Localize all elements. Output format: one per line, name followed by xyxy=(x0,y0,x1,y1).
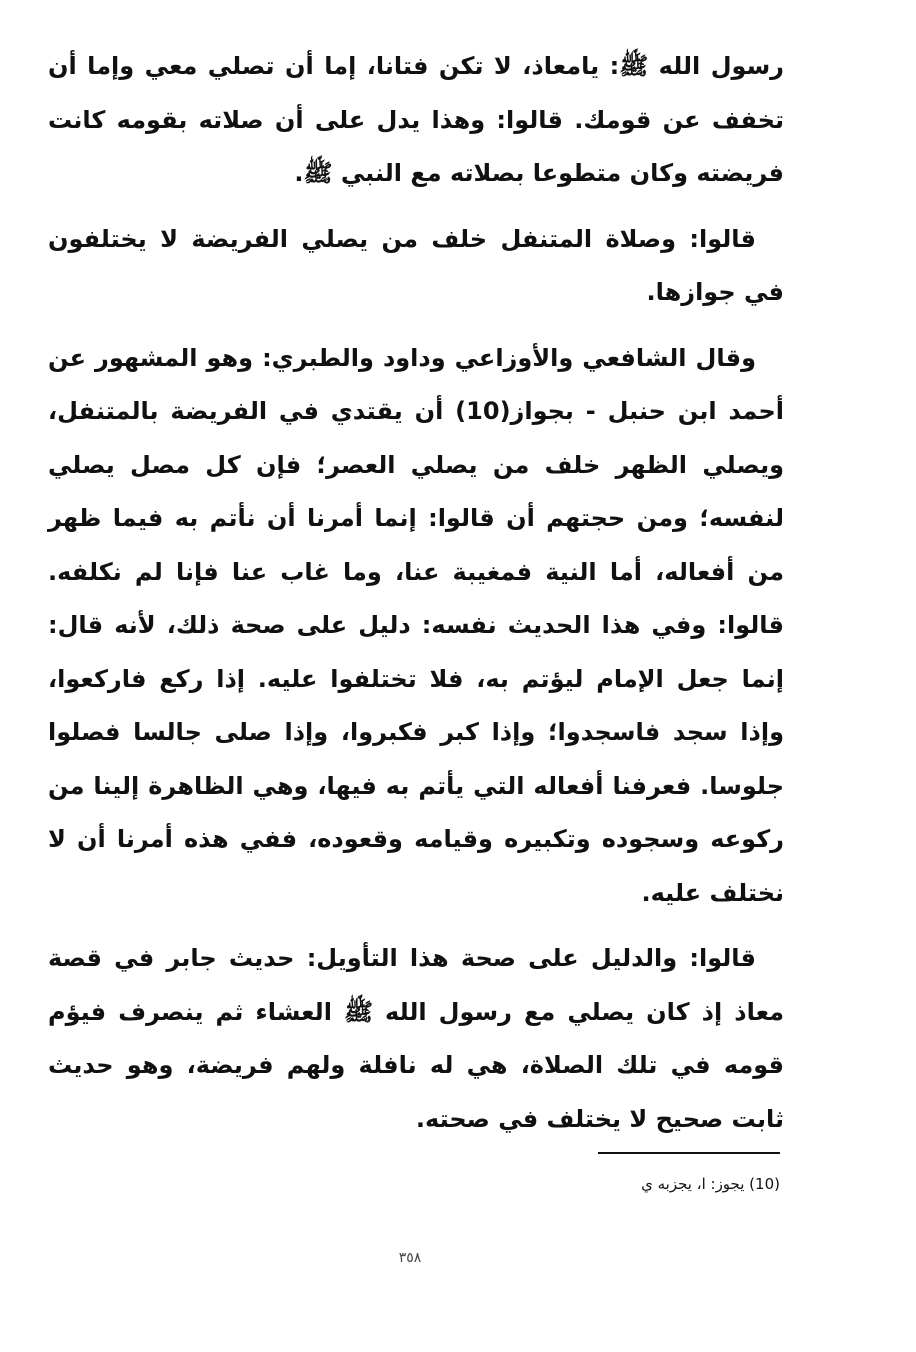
paragraph-2: قالوا: وصلاة المتنفل خلف من يصلي الفريضة لا يختلفون في جوازها. xyxy=(48,224,784,306)
main-text xyxy=(48,40,784,1158)
paragraph-4: قالوا: والدليل على صحة هذا التأويل: حديث جابر في قصة معاذ إذ كان يصلي مع رسول الله ﷺ العشاء ثم ينصرف فيؤم قومه في تلك الصلاة، هي له نافلة ولهم فريضة، وهو حديث ثابت صحيح لا يختلف في صحته. xyxy=(48,944,784,1133)
footnote: (10) يجوز: ا، يجزبه ي xyxy=(641,1175,780,1193)
paragraph-1: رسول الله ﷺ: يامعاذ، لا تكن فتانا، إما أن تصلي معي وإما أن تخفف عن قومك. قالوا: وهذا يدل على أن صلاته بقومه كانت فريضته وكان متطوعا بصلاته مع النبي ﷺ. xyxy=(48,52,784,187)
footnote-divider xyxy=(598,1152,780,1154)
page-number: ٣٥٨ xyxy=(398,1250,422,1266)
paragraph-3: وقال الشافعي والأوزاعي وداود والطبري: وهو المشهور عن أحمد ابن حنبل - بجواز(10) أن يقتدي في الفريضة بالمتنفل، ويصلي الظهر خلف من يصلي العصر؛ فإن كل مصل يصلي لنفسه؛ ومن حجتهم أن قالوا: إنما أمرنا أن نأتم به فيما ظهر من أفعاله، أما النية فمغيبة عنا، وما غاب عنا فإنا لم نكلفه. قالوا: وفي هذا الحديث نفسه: دليل على صحة ذلك، لأنه قال: إنما جعل الإمام ليؤتم به، فلا تختلفوا عليه. إذا ركع فاركعوا، وإذا سجد فاسجدوا؛ وإذا كبر فكبروا، وإذا صلى جالسا فصلوا جلوسا. فعرفنا أفعاله التي يأتم به فيها، وهي الظاهرة إلينا من ركوعه وسجوده وتكبيره وقيامه وقعوده، ففي هذه أمرنا أن لا نختلف عليه. xyxy=(48,343,784,907)
